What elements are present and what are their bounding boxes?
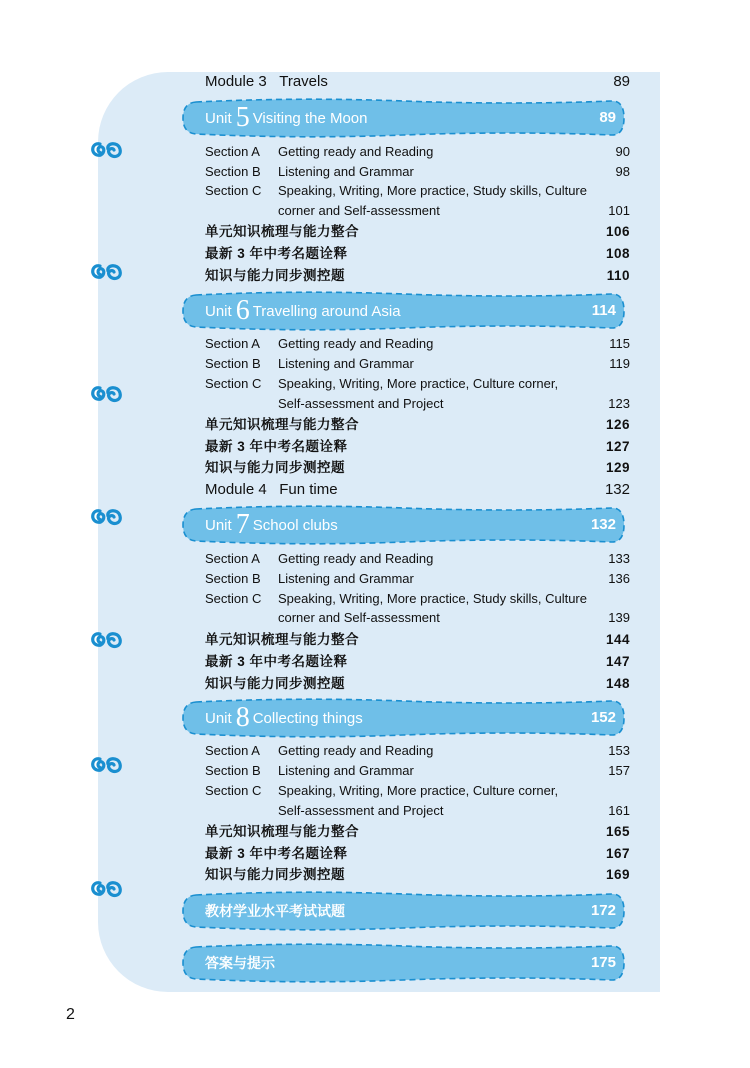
binder-ring-icon <box>86 137 126 165</box>
unit-6-banner[interactable] <box>180 289 626 333</box>
section-label: Section A <box>205 551 260 566</box>
exam-title: 教材学业水平考试试题 <box>205 903 345 919</box>
page-number: 126 <box>605 417 630 432</box>
page-number: 161 <box>608 803 630 818</box>
section-label: Section C <box>205 783 262 798</box>
entry-title: Getting ready and Reading <box>278 743 434 758</box>
page-number: 98 <box>615 164 630 179</box>
entry-title: 知识与能力同步测控题 <box>205 460 345 475</box>
entry-title: 知识与能力同步测控题 <box>205 676 345 691</box>
section-label: Section A <box>205 144 260 159</box>
unit-title: Unit 7 School clubs <box>205 509 338 540</box>
entry-title: 最新 3 年中考名题诠释 <box>205 846 348 861</box>
entry-title: 单元知识梳理与能力整合 <box>205 632 359 647</box>
unit-5-banner[interactable] <box>180 96 626 140</box>
module-label: Module 4 Fun time <box>205 481 338 498</box>
binder-ring-icon <box>86 752 126 780</box>
unit-page: 132 <box>590 516 616 533</box>
entry-title: Speaking, Writing, More practice, Study skills, Culture <box>278 591 587 606</box>
page-number: 148 <box>605 676 630 691</box>
entry-title: Getting ready and Reading <box>278 336 434 351</box>
binder-ring-icon <box>86 876 126 904</box>
unit-title: Unit 6 Travelling around Asia <box>205 295 401 326</box>
entry-title: 单元知识梳理与能力整合 <box>205 824 359 839</box>
entry-title: Speaking, Writing, More practice, Culture corner, <box>278 783 559 798</box>
page-number: 132 <box>604 481 630 498</box>
page-number: 133 <box>608 551 630 566</box>
binder-ring-icon <box>86 627 126 655</box>
page-number: 119 <box>609 356 630 371</box>
binder-ring-icon <box>86 381 126 409</box>
page-number: 153 <box>608 743 630 758</box>
entry-title: Speaking, Writing, More practice, Study skills, Culture <box>278 183 587 198</box>
binder-ring-icon <box>86 259 126 287</box>
entry-title: Getting ready and Reading <box>278 551 434 566</box>
page-number: 147 <box>605 654 630 669</box>
section-label: Section A <box>205 743 260 758</box>
page-number: 123 <box>608 396 630 411</box>
page-number: 129 <box>605 460 630 475</box>
answers-page: 175 <box>590 954 616 971</box>
page-number: 115 <box>609 336 630 351</box>
section-label: Section B <box>205 763 261 778</box>
entry-title: 知识与能力同步测控题 <box>205 268 345 283</box>
exam-banner[interactable] <box>180 889 626 933</box>
page-number: 136 <box>608 571 630 586</box>
entry-title: Speaking, Writing, More practice, Culture corner, <box>278 376 559 391</box>
unit-page: 152 <box>590 709 616 726</box>
unit-title: Unit 8 Collecting things <box>205 702 363 733</box>
answers-banner[interactable] <box>180 941 626 985</box>
page-number: 127 <box>605 439 630 454</box>
unit-title: Unit 5 Visiting the Moon <box>205 102 368 133</box>
entry-title: 单元知识梳理与能力整合 <box>205 417 359 432</box>
entry-title: Getting ready and Reading <box>278 144 434 159</box>
binder-ring-icon <box>86 504 126 532</box>
section-label: Section B <box>205 356 261 371</box>
entry-title: 单元知识梳理与能力整合 <box>205 224 359 239</box>
page-number: 110 <box>606 268 630 283</box>
entry-title: 最新 3 年中考名题诠释 <box>205 439 348 454</box>
page-number: 169 <box>605 867 630 882</box>
entry-title: 最新 3 年中考名题诠释 <box>205 246 348 261</box>
entry-title: Self-assessment and Project <box>278 396 444 411</box>
page-number: 90 <box>615 144 630 159</box>
page-number: 101 <box>608 203 630 218</box>
unit-page: 89 <box>599 109 616 126</box>
page-number: 89 <box>613 73 630 90</box>
entry-title: corner and Self-assessment <box>278 203 440 218</box>
entry-title: Self-assessment and Project <box>278 803 444 818</box>
entry-title: Listening and Grammar <box>278 763 414 778</box>
page-number: 144 <box>605 632 630 647</box>
entry-title: 最新 3 年中考名题诠释 <box>205 654 348 669</box>
exam-page: 172 <box>590 902 616 919</box>
entry-title: Listening and Grammar <box>278 164 414 179</box>
page-number: 108 <box>605 246 630 261</box>
section-label: Section A <box>205 336 260 351</box>
page-number: 106 <box>605 224 630 239</box>
page-number: 139 <box>608 610 630 625</box>
unit-7-banner[interactable] <box>180 503 626 547</box>
entry-title: corner and Self-assessment <box>278 610 440 625</box>
answers-title: 答案与提示 <box>205 955 275 971</box>
unit-8-banner[interactable] <box>180 696 626 740</box>
page-number: 167 <box>605 846 630 861</box>
unit-page: 114 <box>591 302 616 319</box>
page-number: 165 <box>605 824 630 839</box>
entry-title: Listening and Grammar <box>278 356 414 371</box>
entry-title: Listening and Grammar <box>278 571 414 586</box>
module-label: Module 3 Travels <box>205 73 328 90</box>
page-number-footer: 2 <box>66 1006 75 1023</box>
section-label: Section B <box>205 164 261 179</box>
entry-title: 知识与能力同步测控题 <box>205 867 345 882</box>
section-label: Section C <box>205 376 262 391</box>
page-number: 157 <box>608 763 630 778</box>
section-label: Section C <box>205 591 262 606</box>
section-label: Section B <box>205 571 261 586</box>
section-label: Section C <box>205 183 262 198</box>
